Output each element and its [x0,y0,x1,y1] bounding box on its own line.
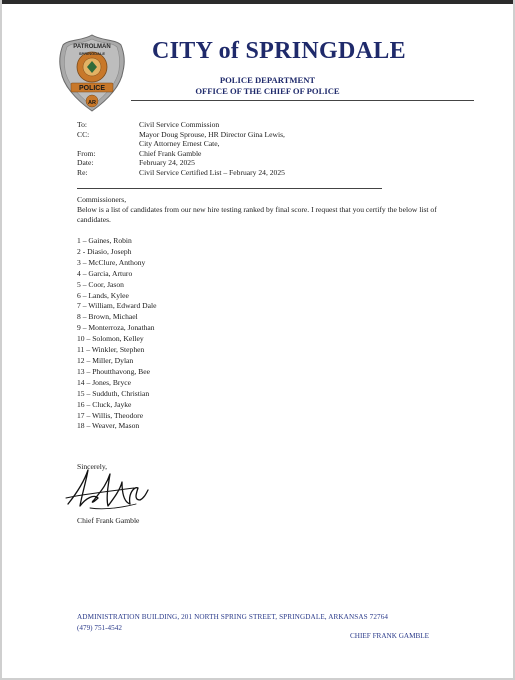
body-paragraph: Below is a list of candidates from our new hire testing ranked by final score. I request that you certify the below list of candidates. [77,204,437,224]
memo-date-label: Date: [77,158,94,168]
closing-sincerely: Sincerely, [77,462,108,471]
candidate-list-item: 9 – Monterroza, Jonathan [77,323,155,333]
candidate-list-item: 3 – McClure, Anthony [77,257,146,267]
memo-from-value: Chief Frank Gamble [139,148,202,158]
header-divider [131,100,474,101]
candidate-list-item: 7 – William, Edward Dale [77,301,157,311]
memo-cc-row [77,130,285,140]
memo-cc-label: CC: [77,129,90,139]
city-title: CITY of SPRINGDALE [152,38,406,64]
handwritten-signature [64,464,156,514]
police-badge-logo [57,33,127,113]
office-name: OFFICE OF THE CHIEF OF POLICE [195,86,340,96]
candidate-list-item: 1 – Gaines, Robin [77,236,132,245]
badge-middle-text: SPRINGDALE [78,51,106,56]
badge-bottom-text: AR [88,100,96,106]
candidate-list-item: 5 – Coor, Jason [77,279,124,289]
footer-phone: (479) 751-4542 [77,624,122,632]
candidate-list-item: 10 – Solomon, Kelley [77,334,144,344]
memo-to-label: To: [77,120,88,129]
candidate-list-item: 4 – Garcia, Arturo [77,268,133,278]
department-name: POLICE DEPARTMENT [219,75,316,85]
candidate-list-item: 15 – Sudduth, Christian [77,388,150,398]
memo-from-label: From: [77,148,96,158]
window-top-border [0,0,515,4]
candidate-list-item: 12 – Miller, Dylan [77,355,134,365]
page-left-border [0,0,2,680]
memo-cc-value-2: City Attorney Ernest Cate, [139,139,220,149]
badge-top-text: PATROLMAN [73,44,111,50]
candidate-list [77,236,156,432]
candidate-list-item: 11 – Winkler, Stephen [77,345,145,355]
candidate-list-item: 18 – Weaver, Mason [77,421,140,431]
footer-address: ADMINISTRATION BUILDING, 201 NORTH SPRING STREET, SPRINGDALE, ARKANSAS 72764 [77,613,389,621]
memo-to-value: Civil Service Commission [139,120,220,129]
signer-name: Chief Frank Gamble [77,516,140,525]
memo-header [77,120,285,178]
salutation: Commissioners, [77,195,127,204]
candidate-list-item: 17 – Willis, Theodore [77,410,144,420]
memo-date-value: February 24, 2025 [139,158,195,168]
letter-body [77,195,447,224]
memo-cc-row-2 [77,139,285,149]
memo-re-value: Civil Service Certified List – February 24, 2025 [139,167,285,177]
candidate-list-item: 2 - Diasio, Joseph [77,246,132,256]
memo-divider [77,188,382,189]
memo-re-label: Re: [77,167,88,177]
memo-re-row [77,168,285,178]
memo-cc-value-1: Mayor Doug Sprouse, HR Director Gina Lewis, [139,129,285,139]
department-heading [150,75,385,97]
memo-from-row [77,149,285,159]
candidate-list-item: 6 – Lands, Kylee [77,290,129,300]
candidate-list-item: 8 – Brown, Michael [77,312,138,322]
badge-lower-text: POLICE [78,85,106,92]
candidate-list-item: 16 – Cluck, Jayke [77,399,132,409]
candidate-list-item: 14 – Jones, Bryce [77,377,131,387]
memo-date-row [77,158,285,168]
memo-to-row [77,120,285,130]
candidate-list-item: 13 – Phoutthavong, Bee [77,366,150,376]
footer-chief-name: CHIEF FRANK GAMBLE [350,632,430,640]
